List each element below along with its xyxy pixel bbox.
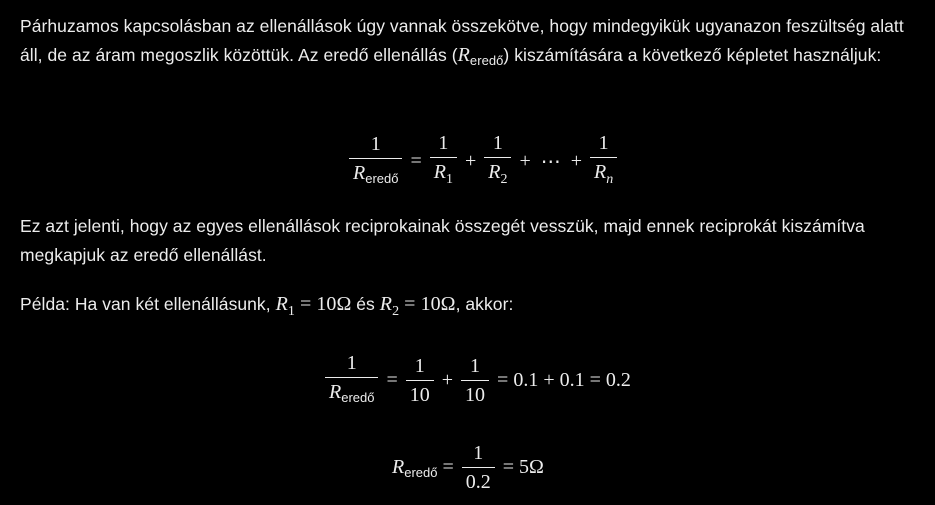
term-rn: $\frac{1}{R_n}$ bbox=[590, 132, 617, 191]
term-r1: $\frac{1}{R_1}$ bbox=[430, 132, 457, 191]
example-calculation-formula bbox=[322, 352, 631, 409]
equals-sign: = bbox=[442, 456, 454, 478]
parallel-resistance-formula bbox=[346, 132, 620, 191]
final-result-formula bbox=[392, 442, 544, 493]
result-0-2: 0.2 bbox=[605, 369, 631, 391]
r2-value: $R_2 = 10\Omega$ bbox=[379, 293, 456, 319]
plus-sign: + bbox=[570, 150, 583, 172]
ellipsis: ⋯ bbox=[540, 151, 561, 173]
intro-paragraph bbox=[20, 12, 920, 75]
intro-text-after: ) kiszámítására a következő képletet használjuk: bbox=[503, 45, 882, 65]
equals-sign: = bbox=[502, 456, 515, 478]
explanation-paragraph: Ez azt jelenti, hogy az egyes ellenállások reciprokainak összegét vesszük, majd ennek reciprokát kiszámítva megkapjuk az eredő ellenállást. bbox=[20, 216, 865, 265]
value-0-1: 0.1 bbox=[513, 369, 539, 391]
lhs-fraction: $\frac{1}{R_{eredő}}$ bbox=[325, 352, 378, 409]
equals-sign: = bbox=[497, 369, 509, 391]
fraction-1-10: $\frac{1}{10}$ bbox=[406, 355, 434, 406]
lhs-fraction: $\frac{1}{R_{eredő}}$ bbox=[349, 133, 402, 190]
plus-sign: + bbox=[543, 369, 555, 391]
fraction-1-0-2: $\frac{1}{0.2}$ bbox=[462, 442, 495, 493]
plus-sign: + bbox=[441, 369, 454, 391]
equals-sign: = bbox=[589, 369, 601, 391]
term-r2: $\frac{1}{R_2}$ bbox=[484, 132, 511, 191]
final-result: 5Ω bbox=[519, 456, 544, 478]
value-0-1: 0.1 bbox=[559, 369, 585, 391]
intro-text-before: Párhuzamos kapcsolásban az ellenállások úgy vannak összekötve, hogy mindegyikük ugyanazon feszültség alatt áll, de az áram megoszlik közöttük. Az eredő ellenállás ( bbox=[20, 16, 904, 65]
example-paragraph: Példa: Ha van két ellenállásunk, $R_1 = 10\Omega$ és $R_2 = 10\Omega$, akkor: bbox=[20, 293, 514, 319]
r-ered-symbol: $R_{eredő}$ bbox=[392, 455, 438, 480]
equals-sign: = bbox=[410, 150, 422, 172]
equals-sign: = bbox=[386, 369, 398, 391]
plus-sign: + bbox=[464, 150, 477, 172]
r-ered-symbol: $R_{eredő}$ bbox=[457, 44, 504, 68]
plus-sign: + bbox=[519, 150, 531, 172]
r1-value: $R_1 = 10\Omega$ bbox=[275, 293, 352, 319]
fraction-1-10: $\frac{1}{10}$ bbox=[461, 355, 489, 406]
